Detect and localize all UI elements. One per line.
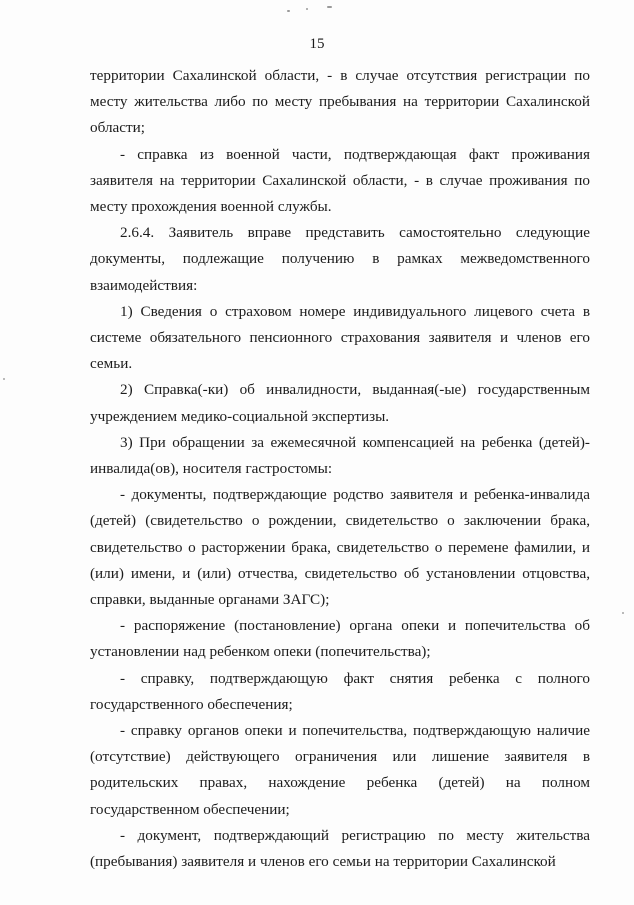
paragraph-parental-rights-certificate: - справку органов опеки и попечительства, подтверждающую наличие (отсутствие) действующего ограничения или лишение заявителя в родительских правах, нахождение ребенка (детей) на полном государственном обеспечении;	[90, 722, 590, 818]
paragraph-state-support-certificate: - справку, подтверждающую факт снятия ребенка с полного государственного обеспечения;	[90, 669, 590, 713]
paragraph-registration-document: - документ, подтверждающий регистрацию по месту жительства (пребывания) заявителя и членов его семьи на территории Сахалинской	[90, 826, 590, 871]
paragraph-item-2: 2) Справка(-ки) об инвалидности, выданная(-ые) государственным учреждением медико-социальной экспертизы.	[90, 381, 590, 425]
scan-artifact	[287, 10, 290, 12]
paragraph-section-2-6-4: 2.6.4. Заявитель вправе представить самостоятельно следующие документы, подлежащие получению в рамках межведомственного взаимодействия:	[90, 224, 590, 294]
page-number: 15	[309, 36, 325, 52]
paragraph-kinship-documents: - документы, подтверждающие родство заявителя и ребенка-инвалида (детей) (свидетельство о рождении, свидетельство о заключении брака, свидетельство о расторжении брака, свидетельство о перемене фамилии, и (или) имени, и (или) отчества, свидетельство об установлении отцовства, справки, выданные органами ЗАГС);	[90, 486, 590, 609]
scan-artifact	[622, 612, 624, 614]
paragraph-item-3: 3) При обращении за ежемесячной компенсацией на ребенка (детей)-инвалида(ов), носителя гастростомы:	[90, 433, 590, 478]
scan-artifact	[306, 8, 308, 10]
paragraph-continuation: территории Сахалинской области, - в случае отсутствия регистрации по месту жительства либо по месту пребывания на территории Сахалинской области;	[90, 67, 590, 137]
scan-artifact	[3, 378, 5, 380]
paragraph-guardianship-order: - распоряжение (постановление) органа опеки и попечительства об установлении над ребенком опеки (попечительства);	[90, 617, 590, 661]
document-body	[90, 63, 590, 875]
paragraph-item-1: 1) Сведения о страховом номере индивидуального лицевого счета в системе обязательного пенсионного страхования заявителя и членов его семьи.	[90, 302, 590, 373]
paragraph-military-certificate: - справка из военной части, подтверждающая факт проживания заявителя на территории Сахалинской области, - в случае проживания по месту прохождения военной службы.	[90, 145, 590, 216]
scan-artifact	[327, 6, 332, 8]
